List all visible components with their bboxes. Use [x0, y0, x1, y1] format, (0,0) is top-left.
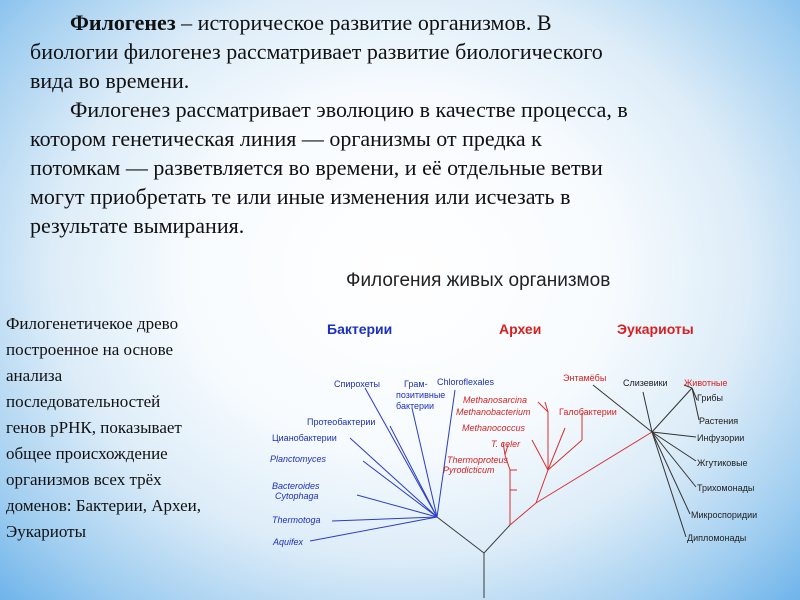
label-entamoebae: Энтамёбы	[563, 373, 607, 383]
label-flagellates: Жгутиковые	[697, 458, 748, 468]
domain-label-eukaryotes: Эукариоты	[617, 321, 694, 337]
label-trichomonads: Трихомонады	[697, 483, 755, 493]
label-chloroflexales: Chloroflexales	[437, 377, 495, 387]
archaea-branches	[503, 402, 652, 525]
label-planctomyces: Planctomyces	[270, 454, 327, 464]
label-methanococcus: Methanococcus	[462, 423, 526, 433]
label-diplomonads: Дипломонады	[687, 533, 747, 543]
label-bacteroides: Bacteroides	[272, 481, 320, 491]
label-microsporidia: Микроспоридии	[691, 510, 758, 520]
caption-line: Филогенетичекое древо	[6, 314, 179, 333]
caption-line: общее происхождение	[6, 444, 168, 463]
label-t-celer: T. celer	[491, 439, 521, 449]
tree-title: Филогения живых организмов	[346, 270, 611, 291]
bacteria-stem	[437, 517, 484, 553]
label-slime-molds: Слизевики	[623, 378, 668, 388]
paragraph-definition-line3: вида во времени.	[30, 68, 190, 93]
label-halobacteria: Галобактерии	[559, 407, 617, 417]
label-pyrodicticum: Pyrodicticum	[443, 465, 495, 475]
domain-label-archaea: Археи	[499, 321, 542, 337]
paragraph-evolution-line5: результате вымирания.	[30, 213, 245, 238]
archaea-euk-stem	[484, 525, 510, 553]
label-proteobacteria: Протеобактерии	[307, 417, 376, 427]
paragraph-evolution-line2: котором генетическая линия — организмы от предка к	[30, 126, 542, 151]
caption-line: генов рРНК, показывает	[6, 418, 182, 437]
label-gram-positive-2: позитивные	[396, 390, 446, 400]
domain-label-bacteria: Бактерии	[327, 321, 393, 337]
label-gram-positive-1: Грам-	[404, 379, 428, 389]
caption-line: последовательностей	[6, 392, 161, 411]
paragraph-definition-line2: биологии филогенез рассматривает развитие биологического	[30, 39, 603, 64]
caption-line: Эукариоты	[6, 522, 86, 541]
label-cyanobacteria: Цианобактерии	[272, 433, 337, 443]
label-thermoproteus: Thermoproteus	[447, 455, 509, 465]
label-fungi: Грибы	[697, 393, 724, 403]
tree-trunk	[437, 517, 510, 598]
label-ciliates: Инфузории	[697, 433, 745, 443]
label-cytophaga: Cytophaga	[275, 491, 319, 501]
label-methanobacterium: Methanobacterium	[456, 407, 531, 417]
paragraph-evolution-line1: Филогенез рассматривает эволюцию в качестве процесса, в	[70, 97, 628, 122]
label-spirochetes: Спирохеты	[334, 379, 381, 389]
paragraph-evolution-line4: могут приобретать те или иные изменения или исчезать в	[30, 184, 571, 209]
caption-line: построенное на основе	[6, 340, 174, 359]
paragraph-evolution-line3: потомкам — разветвляется во времени, и её отдельные ветви	[30, 155, 603, 180]
label-plants: Растения	[699, 416, 739, 426]
caption-line: доменов: Бактерии, Археи,	[6, 496, 201, 515]
label-animals: Животные	[684, 378, 728, 388]
definition-text: – историческое развитие организмов. В	[175, 10, 552, 35]
label-aquifex: Aquifex	[273, 537, 304, 547]
label-methanosarcina: Methanosarcina	[463, 395, 528, 405]
label-gram-positive-3: бактерии	[396, 401, 435, 411]
label-thermotoga: Thermotoga	[272, 515, 321, 525]
caption-line: организмов всех трёх	[6, 470, 162, 489]
term-phylogenesis: Филогенез	[70, 10, 176, 35]
caption-line: анализа	[6, 366, 63, 385]
